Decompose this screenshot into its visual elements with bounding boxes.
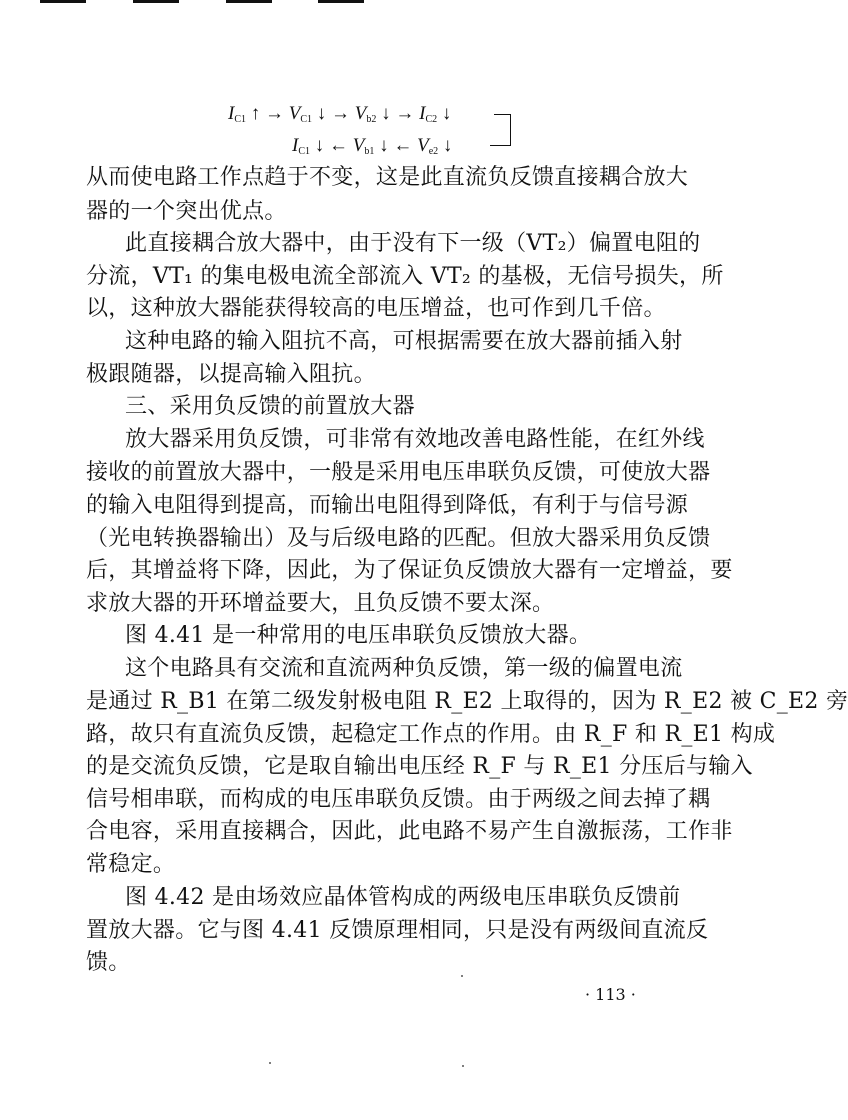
text-line: 求放大器的开环增益要大，且负反馈不要太深。: [86, 591, 555, 616]
text-line: 极跟随器，以提高输入阻抗。: [86, 362, 376, 387]
top-rule-3: [226, 0, 272, 3]
text-line: （光电转换器输出）及与后级电路的匹配。但放大器采用负反馈: [86, 526, 711, 551]
text-line: 合电容，采用直接耦合，因此，此电路不易产生自激振荡，工作非: [86, 819, 733, 844]
text-line: 馈。: [86, 950, 131, 975]
text-line: 从而使电路工作点趋于不变，这是此直流负反馈直接耦合放大: [86, 165, 689, 190]
equation-row-1: $I_{C1}$ ↑ → $V_{C1}$ ↓ → $V_{b2}$ ↓ → $I_{C2}$ ↓: [228, 103, 452, 125]
top-rule-2: [133, 0, 179, 3]
text-line: 的输入电阻得到提高，而输出电阻得到降低，有利于与信号源: [86, 493, 689, 518]
feedback-bracket: [494, 114, 511, 146]
equation-row-2: $I_{C1}$ ↓ ← $V_{b1}$ ↓ ← $V_{e2}$ ↓: [292, 135, 453, 157]
scan-speck: [269, 1062, 271, 1064]
scan-speck: [462, 1065, 464, 1067]
feedback-bracket-bottom: [490, 145, 510, 146]
page-number: · 113 ·: [585, 985, 636, 1004]
text-line: 这个电路具有交流和直流两种负反馈，第一级的偏置电流: [125, 656, 683, 681]
text-line: 后，其增益将下降，因此，为了保证负反馈放大器有一定增益，要: [86, 558, 733, 583]
text-line: 是通过 R_B1 在第二级发射极电阻 R_E2 上取得的，因为 R_E2 被 C_E2 旁: [86, 689, 848, 714]
scan-speck: [461, 975, 463, 977]
text-line: 常稳定。: [86, 852, 176, 877]
text-line: 路，故只有直流负反馈，起稳定工作点的作用。由 R_F 和 R_E1 构成: [86, 722, 776, 747]
text-line: 器的一个突出优点。: [86, 199, 287, 224]
text-line: 此直接耦合放大器中，由于没有下一级（VT₂）偏置电阻的: [125, 231, 701, 256]
section-heading: 三、采用负反馈的前置放大器: [125, 394, 415, 419]
text-line: 接收的前置放大器中，一般是采用电压串联负反馈，可使放大器: [86, 460, 711, 485]
text-line: 放大器采用负反馈，可非常有效地改善电路性能，在红外线: [125, 427, 705, 452]
top-rule-4: [318, 0, 364, 3]
top-rule-1: [40, 0, 86, 3]
text-line: 以，这种放大器能获得较高的电压增益，也可作到几千倍。: [86, 296, 666, 321]
text-line: 的是交流负反馈，它是取自输出电压经 R_F 与 R_E1 分压后与输入: [86, 754, 753, 779]
text-line: 这种电路的输入阻抗不高，可根据需要在放大器前插入射: [125, 329, 683, 354]
text-line: 图 4.42 是由场效应晶体管构成的两级电压串联负反馈前: [125, 885, 681, 910]
text-line: 置放大器。它与图 4.41 反馈原理相同，只是没有两级间直流反: [86, 918, 709, 943]
text-line: 信号相串联，而构成的电压串联负反馈。由于两级之间去掉了耦: [86, 787, 711, 812]
text-line: 分流，VT₁ 的集电极电流全部流入 VT₂ 的基极，无信号损失，所: [86, 264, 724, 289]
text-line: 图 4.41 是一种常用的电压串联负反馈放大器。: [125, 623, 592, 648]
